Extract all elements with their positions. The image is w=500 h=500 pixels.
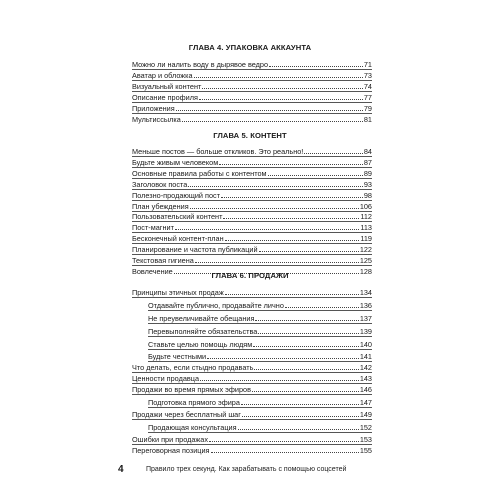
chapter-6-heading: ГЛАВА 6. ПРОДАЖИ bbox=[211, 271, 289, 280]
toc-entry-title: Отдавайте публично, продавайте лично bbox=[148, 301, 284, 310]
toc-entry-title: Подготовка прямого эфира bbox=[148, 398, 240, 407]
leader-dots bbox=[269, 66, 363, 67]
toc-subentry bbox=[148, 299, 372, 311]
page-number: 4 bbox=[118, 464, 124, 475]
toc-entry-title: Бесконечный контент-план bbox=[132, 234, 224, 244]
toc-entry-page: 106 bbox=[359, 201, 372, 211]
leader-dots bbox=[190, 208, 359, 209]
leader-dots bbox=[254, 369, 358, 370]
toc-entry-title: Пользовательский контент bbox=[132, 212, 223, 222]
leader-dots bbox=[259, 251, 359, 252]
toc-subentry bbox=[148, 312, 372, 324]
toc-entry-page: 125 bbox=[359, 256, 372, 265]
toc-entry-title: Что делать, если стыдно продавать bbox=[132, 363, 254, 372]
toc-entry-page: 141 bbox=[359, 352, 372, 361]
leader-dots bbox=[268, 175, 363, 176]
toc-entry-page: 74 bbox=[363, 82, 372, 91]
leader-dots bbox=[188, 186, 363, 187]
running-title: Правило трех секунд. Как зарабатывать с помощью соцсетей bbox=[146, 466, 347, 473]
toc-entry-page: 137 bbox=[359, 314, 372, 323]
toc-entry-title: Визуальный контент bbox=[132, 82, 202, 91]
toc-entry-title: Продающая консультация bbox=[148, 423, 237, 432]
toc-entry bbox=[132, 286, 372, 298]
toc-entry bbox=[132, 444, 372, 455]
toc-entry-page: 73 bbox=[363, 71, 372, 80]
leader-dots bbox=[241, 404, 359, 405]
toc-entry-title: Принципы этичных продаж bbox=[132, 288, 224, 297]
toc-entry-title: Перевыполняйте обязательства bbox=[148, 327, 258, 336]
leader-dots bbox=[194, 77, 363, 78]
leader-dots bbox=[182, 121, 363, 122]
leader-dots bbox=[253, 346, 359, 347]
toc-entry-page: 77 bbox=[363, 93, 372, 102]
toc-entry-page: 143 bbox=[359, 374, 372, 383]
toc-subentry bbox=[148, 325, 372, 337]
toc-entry-title: Вовлечение bbox=[132, 266, 173, 276]
toc-entry bbox=[132, 113, 372, 124]
leader-dots bbox=[202, 88, 363, 89]
leader-dots bbox=[225, 294, 359, 295]
toc-entry-title: Описание профиля bbox=[132, 93, 198, 102]
toc-entry-title: Не преувеличивайте обещания bbox=[148, 314, 255, 323]
toc-entry-title: Переговорная позиция bbox=[132, 446, 210, 455]
leader-dots bbox=[200, 380, 359, 381]
toc-entry-page: 113 bbox=[360, 223, 372, 233]
toc-entry-page: 128 bbox=[359, 266, 372, 276]
toc-entry-title: Можно ли налить воду в дырявое ведро bbox=[132, 60, 269, 69]
toc-entry-title: План убеждения bbox=[132, 201, 189, 211]
toc-entry-page: 147 bbox=[359, 398, 372, 407]
leader-dots bbox=[219, 164, 363, 165]
toc-entry-title: Текстовая гигиена bbox=[132, 256, 194, 265]
toc-entry-title: Будьте честными bbox=[148, 352, 207, 361]
leader-dots bbox=[221, 197, 363, 198]
toc-entry-title: Основные правила работы с контентом bbox=[132, 168, 267, 178]
toc-entry-page: 122 bbox=[359, 245, 372, 255]
toc-entry-title: Полезно-продающий пост bbox=[132, 190, 221, 200]
toc-entry-page: 71 bbox=[363, 60, 372, 69]
toc-entry-page: 98 bbox=[363, 190, 372, 200]
leader-dots bbox=[242, 416, 359, 417]
toc-entry-title: Меньше постов — больше откликов. Это реально! bbox=[132, 147, 304, 156]
toc-entry-title: Ставьте целью помощь людям bbox=[148, 340, 253, 349]
toc-entry-title: Ошибки при продажах bbox=[132, 435, 209, 444]
toc-subentry bbox=[148, 396, 372, 408]
toc-entry-page: 89 bbox=[363, 168, 372, 178]
toc-entry bbox=[132, 408, 372, 420]
leader-dots bbox=[285, 307, 359, 308]
leader-dots bbox=[258, 333, 359, 334]
leader-dots bbox=[211, 452, 359, 453]
leader-dots bbox=[195, 262, 359, 263]
toc-entry-page: 134 bbox=[359, 288, 372, 297]
toc-entry-page: 149 bbox=[359, 410, 372, 419]
leader-dots bbox=[199, 99, 363, 100]
toc-entry-page: 152 bbox=[359, 423, 372, 432]
leader-dots bbox=[176, 110, 363, 111]
toc-entry-title: Ценности продавца bbox=[132, 374, 200, 383]
toc-entry-page: 81 bbox=[363, 115, 372, 124]
toc-entry-page: 136 bbox=[359, 301, 372, 310]
toc-entry-page: 140 bbox=[359, 340, 372, 349]
toc-entry-title: Продажи через бесплатный шаг bbox=[132, 410, 241, 419]
leader-dots bbox=[252, 391, 359, 392]
toc-entry-page: 93 bbox=[363, 179, 372, 189]
toc-entry bbox=[132, 383, 372, 395]
leader-dots bbox=[175, 229, 359, 230]
toc-entry-title: Заголовок поста bbox=[132, 179, 188, 189]
toc-entry-page: 142 bbox=[359, 363, 372, 372]
toc-entry-title: Будьте живым человеком bbox=[132, 157, 219, 167]
toc-entry-page: 87 bbox=[363, 157, 372, 167]
toc-entry-page: 155 bbox=[359, 446, 372, 455]
leader-dots bbox=[207, 358, 359, 359]
toc-entry-title: Аватар и обложка bbox=[132, 71, 193, 80]
leader-dots bbox=[225, 240, 360, 241]
toc-entry-page: 146 bbox=[359, 385, 372, 394]
leader-dots bbox=[209, 441, 359, 442]
toc-subentry bbox=[148, 338, 372, 350]
toc-entry-page: 139 bbox=[359, 327, 372, 336]
leader-dots bbox=[238, 429, 359, 430]
toc-entry-title: Продажи во время прямых эфиров bbox=[132, 385, 251, 394]
toc-entry-page: 119 bbox=[360, 234, 372, 244]
toc-entry-page: 84 bbox=[363, 147, 372, 156]
toc-entry-title: Мультиссылка bbox=[132, 115, 181, 124]
toc-subentry bbox=[148, 421, 372, 433]
leader-dots bbox=[223, 218, 359, 219]
chapter-4-heading: ГЛАВА 4. УПАКОВКА АККАУНТА bbox=[188, 43, 312, 52]
toc-entry-title: Пост-магнит bbox=[132, 223, 174, 233]
toc-entry-title: Планирование и частота публикаций bbox=[132, 245, 258, 255]
toc-entry-page: 153 bbox=[359, 435, 372, 444]
leader-dots bbox=[255, 320, 358, 321]
leader-dots bbox=[304, 153, 363, 154]
toc-entry-page: 112 bbox=[360, 212, 372, 222]
toc-entry-title: Приложения bbox=[132, 104, 175, 113]
chapter-5-heading: ГЛАВА 5. КОНТЕНТ bbox=[213, 131, 287, 140]
toc-entry-page: 79 bbox=[363, 104, 372, 113]
